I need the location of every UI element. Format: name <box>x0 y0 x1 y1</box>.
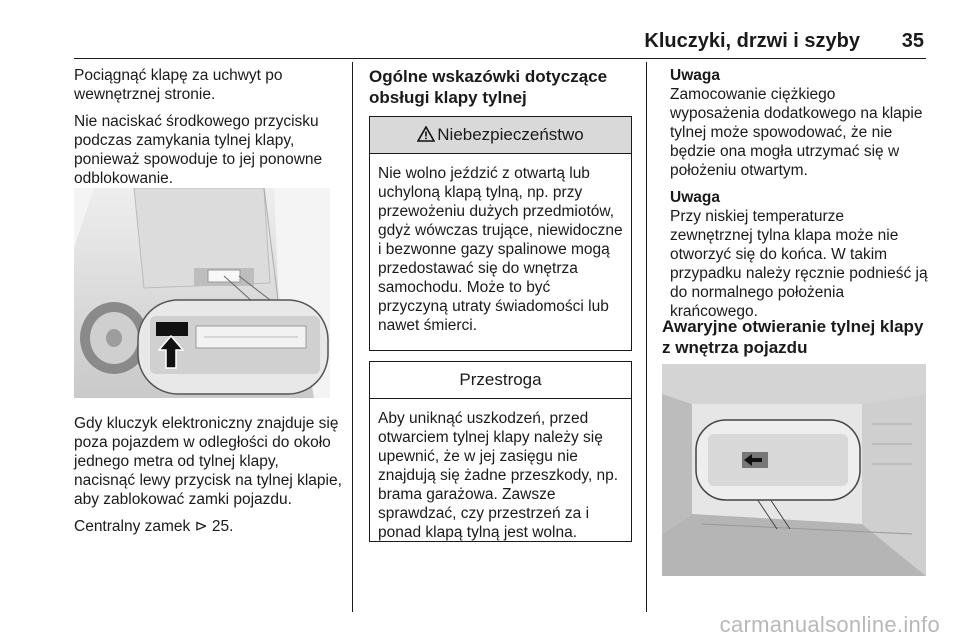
footer-watermark: carmanualsonline.info <box>719 612 940 637</box>
danger-box <box>369 116 632 351</box>
left-column-top <box>74 66 342 196</box>
caution-box-body: Aby uniknąć uszkodzeń, przed otwarciem tylnej klapy należy się upewnić, że w jej zasięgu nie znajdują się żadne przeszkody, np. brama garażowa. Zawsze sprawdzać, czy przestrzeń za i ponad klapą tylną jest wolna. <box>378 410 619 541</box>
danger-box-title: Niebezpieczeństwo <box>437 125 584 144</box>
caution-box <box>369 361 632 542</box>
arrow-up-icon <box>158 334 184 370</box>
right-column-notes <box>670 66 928 329</box>
caution-box-title: Przestroga <box>459 370 542 389</box>
warning-triangle-icon <box>417 119 435 135</box>
tailgate-illustration <box>74 188 330 398</box>
emergency-release-illustration <box>662 364 926 576</box>
note-title-heavy-equipment: Uwaga <box>670 67 720 84</box>
caution-box-header <box>370 362 631 399</box>
interior-tailgate-drawing <box>662 364 926 576</box>
paragraph-pull-handle: Pociągnąć klapę za uchwyt po wewnętrznej stronie. <box>74 67 283 103</box>
note-title-low-temperature: Uwaga <box>670 189 720 206</box>
note-body-heavy-equipment: Zamocowanie ciężkiego wyposażenia dodatkowego na klapie tylnej może spowodować, że nie będzie ona mogła utrzymać się w położeniu otwartym. <box>670 86 923 179</box>
column-divider-right <box>646 62 647 612</box>
danger-box-body: Nie wolno jeździć z otwartą lub uchyloną klapą tylną, np. przy przewożeniu dużych przedmiotów, gdyż wówczas trujące, niewidoczne i bezwonne gazy spalinowe mogą przedostawać się do wnętrza samochodu. Może to być przyczyną utraty świadomości lub nawet śmierci. <box>378 165 623 334</box>
column-divider-left <box>352 62 353 612</box>
tailgate-drawing <box>74 188 330 398</box>
danger-box-header <box>370 117 631 154</box>
right-column-heading <box>662 316 928 358</box>
header-rule <box>74 58 926 59</box>
section-heading-emergency-opening: Awaryjne otwieranie tylnej klapy z wnętrza pojazdu <box>662 317 924 357</box>
note-body-low-temperature: Przy niskiej temperaturze zewnętrznej tylna klapa może nie otworzyć się do końca. W takim przypadku należy ręcznie podnieść ją do normalnego położenia krańcowego. <box>670 208 928 320</box>
middle-column-heading <box>369 66 631 108</box>
crossref-text: Centralny zamek <box>74 518 191 535</box>
paragraph-lock-button: Gdy kluczyk elektroniczny znajduje się poza pojazdem w odległości do około jednego metra od tylnej klapy, nacisnąć lewy przycisk na tylnej klapie, aby zablokować zamki pojazdu. <box>74 415 342 508</box>
left-column-bottom <box>74 414 342 544</box>
crossref-line <box>74 517 342 536</box>
crossref-page[interactable]: 25. <box>211 518 234 535</box>
page-header-title: Kluczyki, drzwi i szyby <box>644 30 860 52</box>
page-number: 35 <box>901 30 924 52</box>
section-heading-general-tips: Ogólne wskazówki dotyczące obsługi klapy tylnej <box>369 67 608 107</box>
paragraph-center-button: Nie naciskać środkowego przycisku podczas zamykania tylnej klapy, ponieważ spowoduje to jej ponowne odblokowanie. <box>74 113 323 187</box>
crossref-arrow-icon[interactable]: ⊳ <box>194 518 208 535</box>
